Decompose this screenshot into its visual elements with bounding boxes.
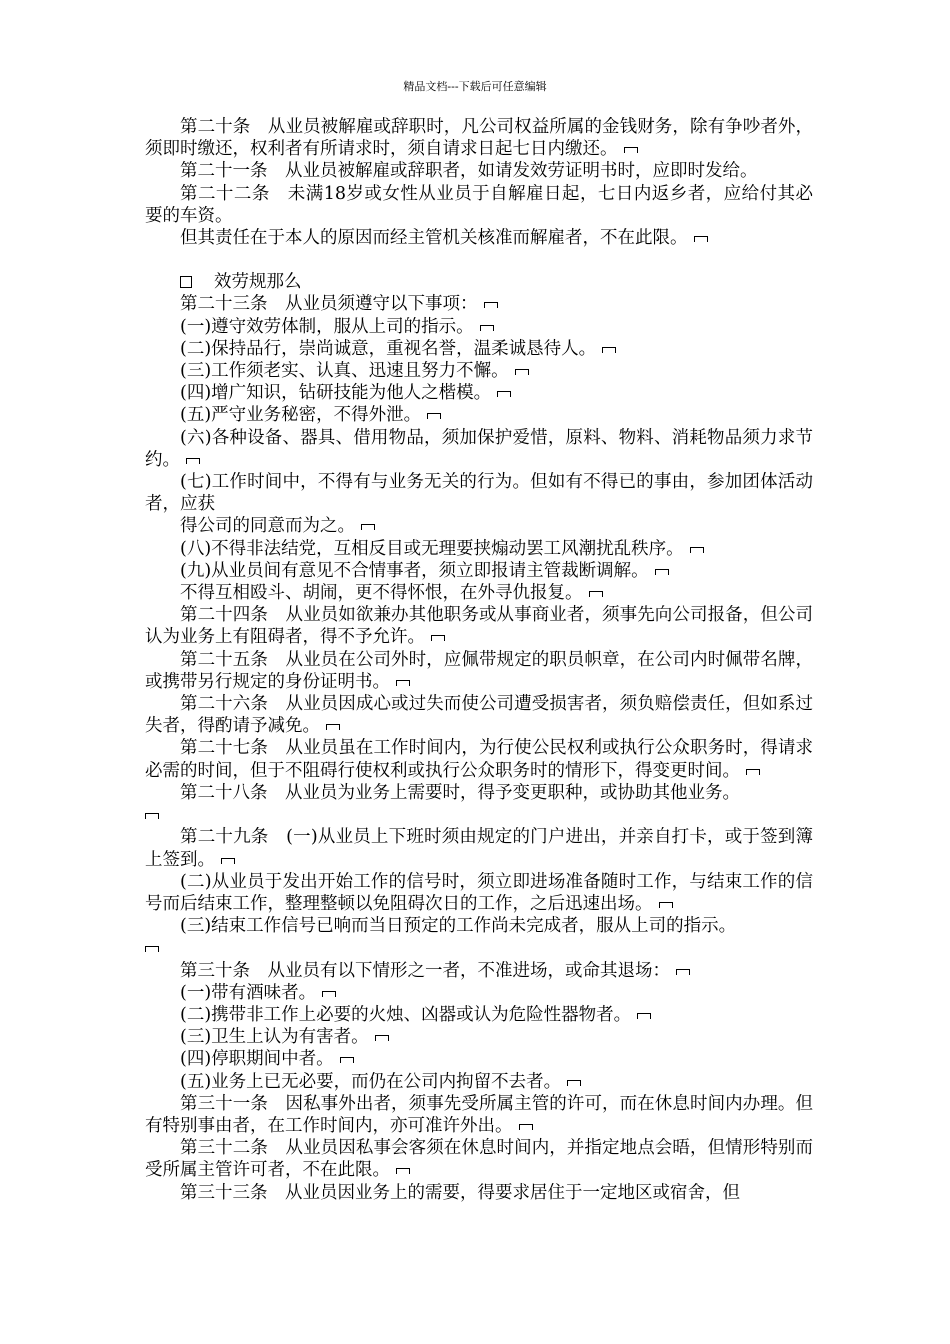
paragraph [145, 560, 813, 582]
paragraph [145, 1048, 813, 1070]
paragraph-text: (六)各种设备、器具、借用物品，须加保护爱惜，原料、物料、消耗物品须力求节约。 [145, 427, 813, 470]
paragraph [145, 915, 813, 937]
paragraph-mark-icon [427, 413, 441, 419]
paragraph [145, 960, 813, 982]
paragraph-text: (五)严守业务秘密，不得外泄。 [180, 405, 422, 426]
paragraph-mark-icon [589, 591, 603, 597]
paragraph-text: 第二十七条 从业员虽在工作时间内，为行使公民权利或执行公众职务时，得请求必需的时间，但于不阻碍行使权利或执行公众职务时的情形下，得变更时间。 [145, 738, 813, 781]
paragraph-mark-icon [746, 769, 760, 775]
paragraph-mark-icon [637, 1013, 651, 1019]
paragraph-mark-icon [221, 858, 235, 864]
paragraph-text: (三)结束工作信号已响而当日预定的工作尚未完成者，服从上司的指示。 [180, 916, 737, 937]
paragraph-text: 第二十二条 未满18岁或女性从业员于自解雇日起，七日内返乡者，应给付其必要的车资。 [145, 183, 813, 226]
blank-line [145, 249, 813, 271]
paragraph-text: (一)遵守效劳体制，服从上司的指示。 [180, 316, 474, 337]
paragraph [145, 515, 813, 537]
paragraph-mark-icon [186, 458, 200, 464]
paragraph-text: 第三十二条 从业员因私事会客须在休息时间内，并指定地点会晤，但情形特别而受所属主管许可者，不在此限。 [145, 1138, 813, 1181]
paragraph-text: (三)工作须老实、认真、迅速且努力不懈。 [180, 361, 509, 382]
paragraph [145, 404, 813, 426]
paragraph [145, 937, 813, 959]
paragraph-text: 第二十四条 从业员如欲兼办其他职务或从事商业者，须事先向公司报备，但公司认为业务上有阻碍者，得不予允许。 [145, 605, 813, 648]
paragraph-mark-icon [676, 969, 690, 975]
paragraph-mark-icon [375, 1035, 389, 1041]
paragraph [145, 183, 813, 227]
paragraph [145, 1182, 813, 1204]
paragraph-text: 不得互相殴斗、胡闹，更不得怀恨，在外寻仇报复。 [180, 583, 583, 604]
paragraph-text: 第二十八条 从业员为业务上需要时，得予变更职种，或协助其他业务。 [180, 782, 740, 803]
paragraph-mark-icon [659, 902, 673, 908]
paragraph [145, 649, 813, 693]
paragraph-mark-icon [145, 813, 159, 819]
paragraph-text: 第三十条 从业员有以下情形之一者，不准进场，或命其退场： [180, 960, 670, 981]
paragraph-text: (一)带有酒味者。 [180, 982, 317, 1003]
paragraph-mark-icon [145, 946, 159, 952]
paragraph [145, 1004, 813, 1026]
paragraph-text: 第二十五条 从业员在公司外时，应佩带规定的职员帜章，在公司内时佩带名牌，或携带另行规定的身份证明书。 [145, 649, 813, 692]
paragraph-text: (四)停职期间中者。 [180, 1049, 334, 1070]
paragraph-mark-icon [361, 524, 375, 530]
paragraph [145, 1137, 813, 1181]
paragraph [145, 1093, 813, 1137]
paragraph [145, 604, 813, 648]
paragraph [145, 382, 813, 404]
paragraph [145, 316, 813, 338]
paragraph-mark-icon [484, 302, 498, 308]
paragraph-mark-icon [602, 347, 616, 353]
paragraph [145, 1026, 813, 1048]
paragraph-mark-icon [624, 147, 638, 153]
paragraph-mark-icon [655, 569, 669, 575]
document-body [145, 116, 813, 1204]
paragraph-text: 第三十三条 从业员因业务上的需要，得要求居住于一定地区或宿舍，但 [180, 1182, 740, 1203]
paragraph-text: 第二十一条 从业员被解雇或辞职者，如请发效劳证明书时，应即时发给。 [180, 161, 758, 182]
paragraph [145, 471, 813, 515]
paragraph-mark-icon [694, 236, 708, 242]
paragraph-mark-icon [567, 1080, 581, 1086]
paragraph-mark-icon [326, 724, 340, 730]
paragraph-text: 第二十六条 从业员因成心或过失而使公司遭受损害者，须负赔偿责任，但如系过失者，得酌请予减免。 [145, 694, 813, 737]
paragraph [145, 427, 813, 471]
paragraph-text: (四)增广知识，钻研技能为他人之楷模。 [180, 383, 492, 404]
paragraph-text: (二)保持品行，崇尚诚意，重视名誉，温柔诚恳待人。 [180, 338, 597, 359]
paragraph-text: 得公司的同意而为之。 [180, 516, 355, 537]
paragraph-mark-icon [515, 369, 529, 375]
paragraph-mark-icon [431, 635, 445, 641]
paragraph-text: 第二十条 从业员被解雇或辞职时，凡公司权益所属的金钱财务，除有争吵者外，须即时缴还，权利者有所请求时，须自请求日起七日内缴还。 [145, 117, 813, 160]
paragraph-text: (二)携带非工作上必要的火烛、凶器或认为危险性器物者。 [180, 1004, 632, 1025]
paragraph [145, 1071, 813, 1093]
paragraph [145, 782, 813, 804]
paragraph-text: 效劳规那么 [214, 272, 302, 293]
paragraph-text: (五)业务上已无必要，而仍在公司内拘留不去者。 [180, 1071, 562, 1092]
paragraph [145, 538, 813, 560]
paragraph-mark-icon [690, 547, 704, 553]
paragraph-mark-icon [396, 1168, 410, 1174]
paragraph [145, 693, 813, 737]
section-heading [145, 271, 813, 293]
paragraph [145, 982, 813, 1004]
paragraph-mark-icon [322, 991, 336, 997]
paragraph-text: (八)不得非法结党，互相反目或无理要挟煽动罢工风潮扰乱秩序。 [180, 538, 684, 559]
paragraph-mark-icon [497, 391, 511, 397]
paragraph-mark-icon [519, 1124, 533, 1130]
paragraph [145, 360, 813, 382]
paragraph [145, 826, 813, 870]
paragraph-text: (七)工作时间中，不得有与业务无关的行为。但如有不得已的事由，参加团体活动者，应获 [145, 472, 813, 515]
paragraph [145, 804, 813, 826]
paragraph-text: (三)卫生上认为有害者。 [180, 1027, 369, 1048]
paragraph [145, 737, 813, 781]
paragraph-text: (二)从业员于发出开始工作的信号时，须立即进场准备随时工作，与结束工作的信号而后结束工作，整理整顿以免阻碍次日的工作，之后迅速出场。 [145, 871, 813, 914]
paragraph [145, 227, 813, 249]
paragraph [145, 160, 813, 182]
paragraph-mark-icon [480, 325, 494, 331]
paragraph [145, 338, 813, 360]
paragraph [145, 582, 813, 604]
paragraph [145, 293, 813, 315]
paragraph-text: (九)从业员间有意见不合情事者，须立即报请主管裁断调解。 [180, 560, 649, 581]
paragraph [145, 871, 813, 915]
checkbox-square-icon [180, 276, 192, 288]
page-header: 精品文档---下载后可任意编辑 [403, 80, 547, 93]
paragraph-text: 第二十三条 从业员须遵守以下事项： [180, 294, 478, 315]
paragraph-text: 第三十一条 因私事外出者，须事先受所属主管的许可，而在休息时间内办理。但有特别事由者，在工作时间内，亦可准许外出。 [145, 1093, 813, 1136]
paragraph-text: 但其责任在于本人的原因而经主管机关核准而解雇者，不在此限。 [180, 228, 688, 249]
paragraph [145, 116, 813, 160]
paragraph-mark-icon [340, 1057, 354, 1063]
paragraph-mark-icon [396, 680, 410, 686]
paragraph-text: 第二十九条 (一)从业员上下班时须由规定的门户进出，并亲自打卡，或于签到簿上签到。 [145, 827, 813, 870]
